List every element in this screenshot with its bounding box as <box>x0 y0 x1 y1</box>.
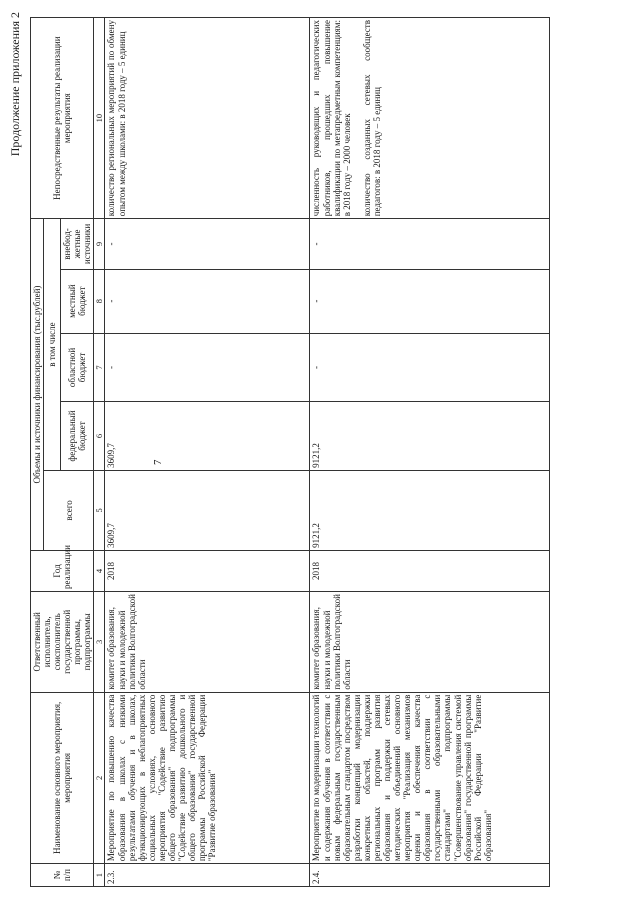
row-year: 2018 <box>310 550 550 591</box>
header-results: Непосредственные результаты реализации мероприятия <box>31 18 94 219</box>
column-number: 5 <box>94 470 105 550</box>
row-regional: - <box>105 333 310 402</box>
column-number: 6 <box>94 402 105 471</box>
row-results: количество региональных мероприятий по обмену опытом между школами: в 2018 году – 5 единиц <box>105 18 310 219</box>
row-responsible: комитет образования, науки и молодежной политики Волгоградской области <box>105 592 310 693</box>
row-results-item: численность руководящих и педагогических работников, прошедших повышение квалификации по метапредметным компетенциям: в 2018 году – 2000 человек <box>311 20 352 217</box>
header-regional: областной бюджет <box>61 333 94 402</box>
column-number: 7 <box>94 333 105 402</box>
row-local: - <box>310 269 550 333</box>
row-num: 2.3. <box>105 864 310 887</box>
row-responsible: комитет образования, науки и молодежной политики Волгоградской области <box>310 592 550 693</box>
header-name: Наименование основного мероприятия, мероприятия <box>31 692 94 864</box>
table-row <box>310 18 550 887</box>
row-local: - <box>105 269 310 333</box>
continuation-title: Продолжение приложения 2 <box>8 12 22 157</box>
table-row <box>105 18 310 887</box>
header-responsible: Ответственный исполнитель, соисполнитель государственной программы, подпрограммы <box>31 592 94 693</box>
header-num: № п/п <box>31 864 94 887</box>
row-results <box>310 18 550 219</box>
row-total: 9121,2 <box>310 470 550 550</box>
financing-table <box>30 17 550 887</box>
header-extrabudget: внебюд-жетные источники <box>61 219 94 269</box>
column-number: 1 <box>94 864 105 887</box>
header-year: Год реализации <box>31 550 94 591</box>
row-regional: - <box>310 333 550 402</box>
row-extrabudget: - <box>310 219 550 269</box>
column-number: 8 <box>94 269 105 333</box>
row-extrabudget: - <box>105 219 310 269</box>
row-year: 2018 <box>105 550 310 591</box>
column-number: 3 <box>94 592 105 693</box>
column-number: 2 <box>94 692 105 864</box>
row-num: 2.4. <box>310 864 550 887</box>
page-number: 7 <box>152 459 164 465</box>
column-number: 4 <box>94 550 105 591</box>
column-number-row <box>94 18 105 887</box>
row-results-item: количество созданных сетевых сообществ педагогов: в 2018 году – 5 единиц <box>361 20 382 217</box>
column-number: 9 <box>94 219 105 269</box>
header-financing: Объемы и источники финансирования (тыс.рублей) <box>31 219 44 551</box>
row-total: 3609,7 <box>105 470 310 550</box>
row-federal: 9121,2 <box>310 402 550 471</box>
header-federal: федеральный бюджет <box>61 402 94 471</box>
header-including: в том числе <box>44 219 61 471</box>
header-total: всего <box>44 470 94 550</box>
header-local: местный бюджет <box>61 269 94 333</box>
column-number: 10 <box>94 18 105 219</box>
row-name: Мероприятие по модернизации технологий и содержания обучения в соответствии с новым федеральным государственным образовательным стандартом посредством разработки концепций модернизации конкретных областей, поддержки региональных программ развития образования и поддержки сетевых методических объединений основного мероприятия "Реализация механизмов оценки и обеспечения качества образования в соответствии с государственными образовательными стандартами" подпрограммы "Совершенствование управления системой образования" государственной программы Российской Федерации "Развитие образования" <box>310 692 550 864</box>
row-name: Мероприятие по повышению качества образования в школах с низкими результатами обучения и в школах, функционирующих в неблагоприятных социальных условиях, основного мероприятия "Содействие развитию общего образования" подпрограммы "Содействие развитию дошкольного и общего образования" государственной программы Российской Федерации "Развитие образования" <box>105 692 310 864</box>
row-federal: 3609,7 <box>105 402 310 471</box>
